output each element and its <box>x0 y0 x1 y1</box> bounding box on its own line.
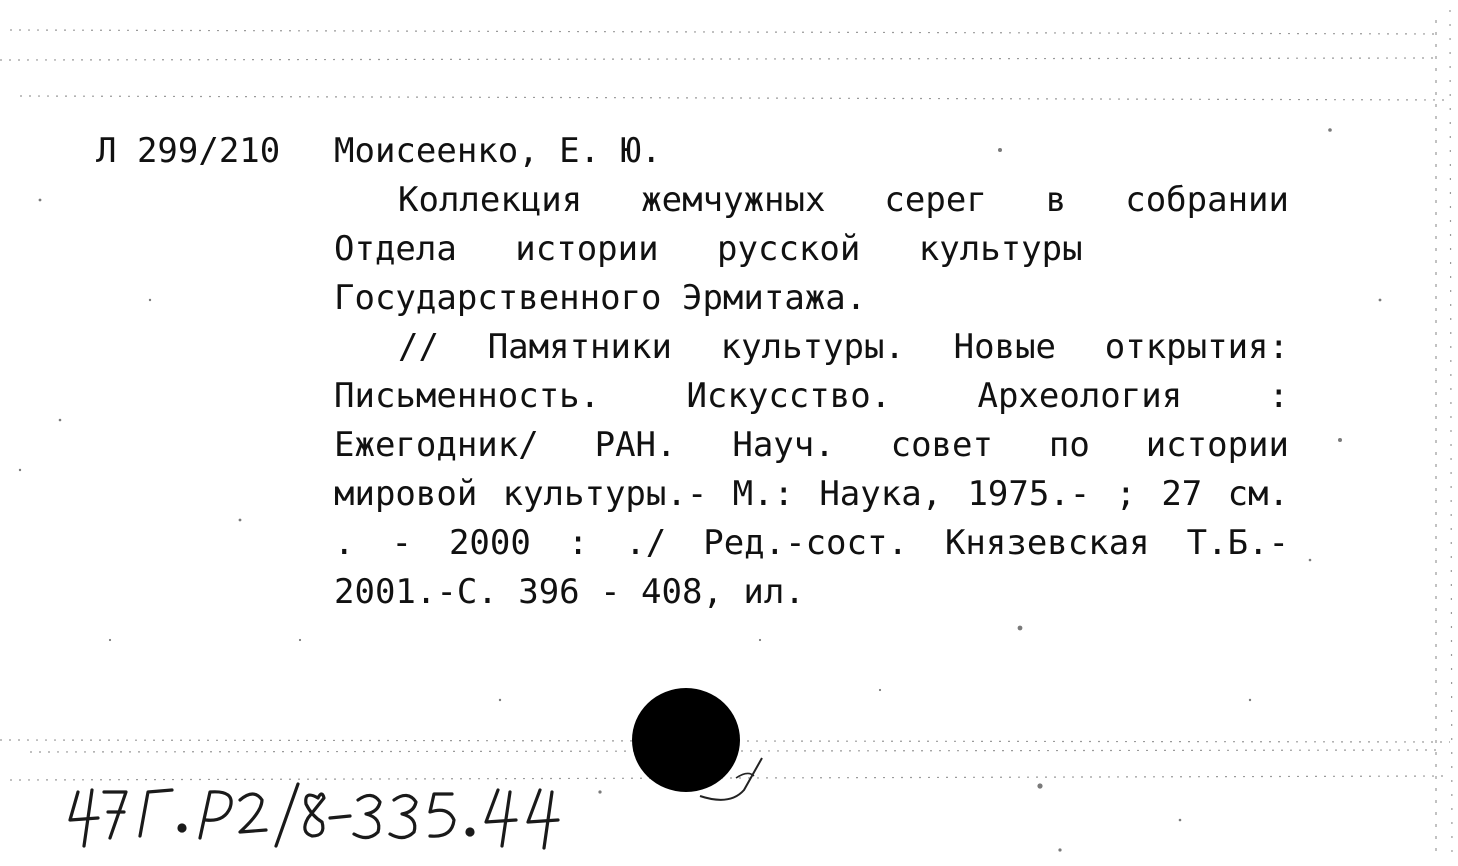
shelfmark: Л 299/210 <box>96 131 281 171</box>
description-line-1: Коллекция жемчужных серег в собрании <box>398 180 1289 220</box>
author-name: Моисеенко, Е. Ю. <box>334 131 662 171</box>
description-line-7: мировой культуры.- М.: Наука, 1975.- ; 27 см. <box>334 474 1289 514</box>
description-line-4: // Памятники культуры. Новые открытия: <box>398 327 1289 367</box>
description-line-6: Ежегодник/ РАН. Науч. совет по истории <box>334 425 1289 465</box>
description-line-3: Государственного Эрмитажа. <box>334 278 867 318</box>
description-line-2: Отдела истории русской культуры <box>334 229 1083 269</box>
description-line-8: . - 2000 : ./ Ред.-сост. Князевская Т.Б.- <box>334 523 1289 563</box>
description-line-5: Письменность. Искусство. Археология : <box>334 376 1289 416</box>
description-line-9: 2001.-С. 396 - 408, ил. <box>334 572 805 612</box>
